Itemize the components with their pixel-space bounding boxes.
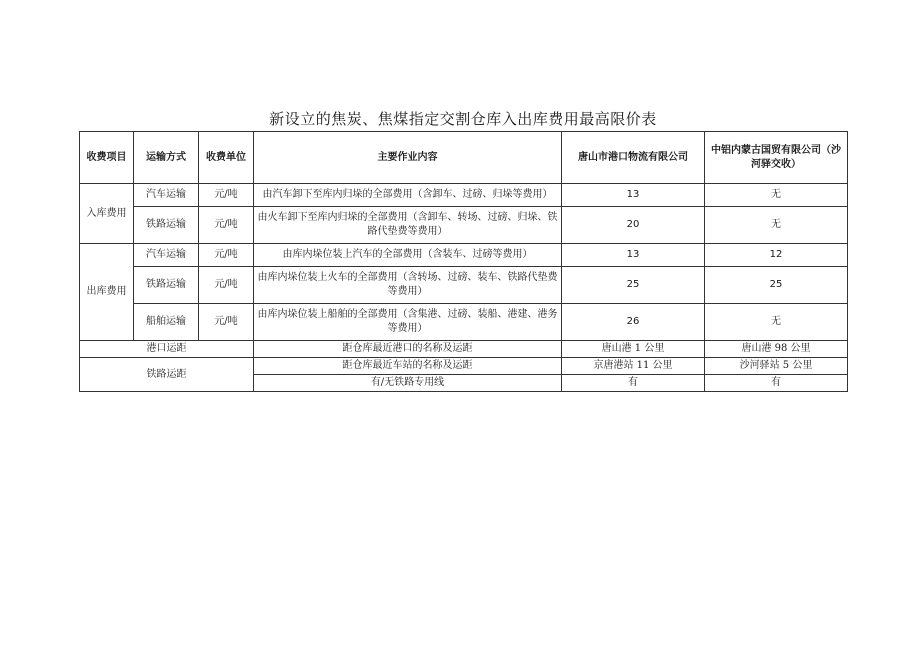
- table-row: [80, 341, 848, 358]
- company-a-value: 京唐港站 11 公里: [562, 358, 705, 375]
- transport-cell: 汽车运输: [134, 244, 199, 267]
- transport-cell: 铁路运输: [134, 267, 199, 304]
- unit-cell: 元/吨: [199, 244, 254, 267]
- table-row: [80, 304, 848, 341]
- content-cell: 由库内垛位装上火车的全部费用（含转场、过磅、装车、铁路代垫费等费用）: [254, 267, 562, 304]
- port-label: 港口运距: [80, 341, 254, 358]
- header-content: 主要作业内容: [254, 132, 562, 184]
- fee-table: [79, 131, 848, 392]
- table-row: [80, 184, 848, 207]
- transport-cell: 铁路运输: [134, 207, 199, 244]
- content-cell: 距仓库最近车站的名称及运距: [254, 358, 562, 375]
- page-title: 新设立的焦炭、焦煤指定交割仓库入出库费用最高限价表: [269, 110, 657, 128]
- company-b-value: 无: [705, 207, 848, 244]
- outbound-label: 出库费用: [80, 244, 134, 341]
- company-a-value: 13: [562, 244, 705, 267]
- unit-cell: 元/吨: [199, 207, 254, 244]
- content-cell: 由库内垛位装上汽车的全部费用（含装车、过磅等费用）: [254, 244, 562, 267]
- table-row: [80, 244, 848, 267]
- unit-cell: 元/吨: [199, 304, 254, 341]
- company-a-value: 唐山港 1 公里: [562, 341, 705, 358]
- unit-cell: 元/吨: [199, 184, 254, 207]
- table-row: [80, 207, 848, 244]
- company-a-value: 25: [562, 267, 705, 304]
- header-unit: 收费单位: [199, 132, 254, 184]
- company-a-value: 20: [562, 207, 705, 244]
- table-row: [80, 267, 848, 304]
- company-a-value: 有: [562, 375, 705, 392]
- company-b-value: 无: [705, 304, 848, 341]
- company-b-value: 唐山港 98 公里: [705, 341, 848, 358]
- inbound-label: 入库费用: [80, 184, 134, 244]
- company-a-value: 13: [562, 184, 705, 207]
- content-cell: 由火车卸下至库内归垛的全部费用（含卸车、转场、过磅、归垛、铁路代垫费等费用）: [254, 207, 562, 244]
- rail-label: 铁路运距: [80, 358, 254, 392]
- company-b-value: 无: [705, 184, 848, 207]
- table-row: [80, 358, 848, 375]
- header-row: [80, 132, 848, 184]
- company-b-value: 有: [705, 375, 848, 392]
- company-b-value: 25: [705, 267, 848, 304]
- transport-cell: 汽车运输: [134, 184, 199, 207]
- header-company-a: 唐山市港口物流有限公司: [562, 132, 705, 184]
- company-b-value: 沙河驿站 5 公里: [705, 358, 848, 375]
- header-company-b: 中铝内蒙古国贸有限公司（沙河驿交收）: [705, 132, 848, 184]
- content-cell: 有/无铁路专用线: [254, 375, 562, 392]
- transport-cell: 船舶运输: [134, 304, 199, 341]
- content-cell: 由汽车卸下至库内归垛的全部费用（含卸车、过磅、归垛等费用）: [254, 184, 562, 207]
- company-b-value: 12: [705, 244, 848, 267]
- header-transport: 运输方式: [134, 132, 199, 184]
- unit-cell: 元/吨: [199, 267, 254, 304]
- header-item: 收费项目: [80, 132, 134, 184]
- company-a-value: 26: [562, 304, 705, 341]
- content-cell: 距仓库最近港口的名称及运距: [254, 341, 562, 358]
- content-cell: 由库内垛位装上船舶的全部费用（含集港、过磅、装船、港建、港务等费用）: [254, 304, 562, 341]
